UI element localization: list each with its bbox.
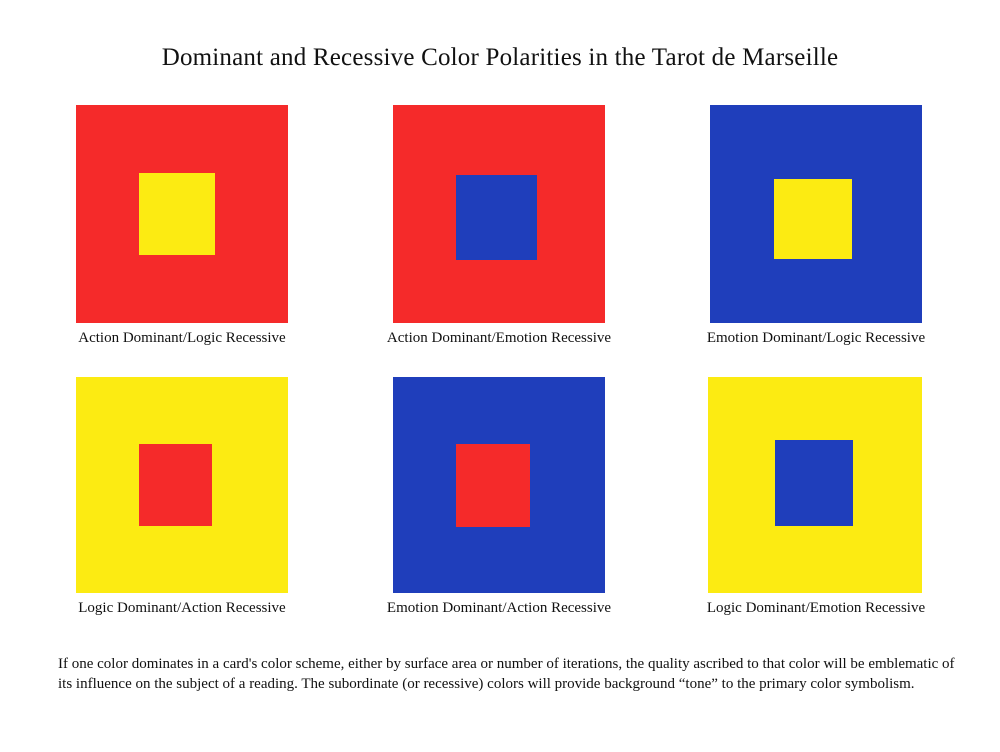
square-label: Emotion Dominant/Logic Recessive (706, 330, 926, 346)
dominant-square (708, 377, 922, 593)
color-square-emotion-logic (656, 105, 976, 365)
color-square-action-logic (22, 105, 342, 365)
recessive-square (775, 440, 853, 526)
color-square-logic-action (22, 377, 342, 637)
recessive-square (139, 173, 215, 255)
color-square-logic-emotion (656, 377, 976, 637)
dominant-square (393, 377, 605, 593)
explanatory-caption: If one color dominates in a card's color scheme, either by surface area or number of iterations, the quality ascribed to that color will be emblematic of its influence on the subject of a reading. The subordinate (or recessive) colors will provide background “tone” to the primary color symbolism. (58, 656, 955, 692)
recessive-square (139, 444, 212, 526)
square-label: Logic Dominant/Emotion Recessive (706, 600, 926, 616)
dominant-square (393, 105, 605, 323)
square-label: Action Dominant/Logic Recessive (78, 330, 286, 346)
dominant-square (76, 377, 288, 593)
recessive-square (456, 175, 537, 260)
square-label: Action Dominant/Emotion Recessive (386, 330, 612, 346)
color-square-action-emotion (339, 105, 659, 365)
recessive-square (774, 179, 852, 259)
square-label: Logic Dominant/Action Recessive (78, 600, 286, 616)
page-title: Dominant and Recessive Color Polarities in the Tarot de Marseille (161, 44, 839, 71)
dominant-square (76, 105, 288, 323)
recessive-square (456, 444, 530, 527)
color-square-emotion-action (339, 377, 659, 637)
square-label: Emotion Dominant/Action Recessive (386, 600, 612, 616)
dominant-square (710, 105, 922, 323)
